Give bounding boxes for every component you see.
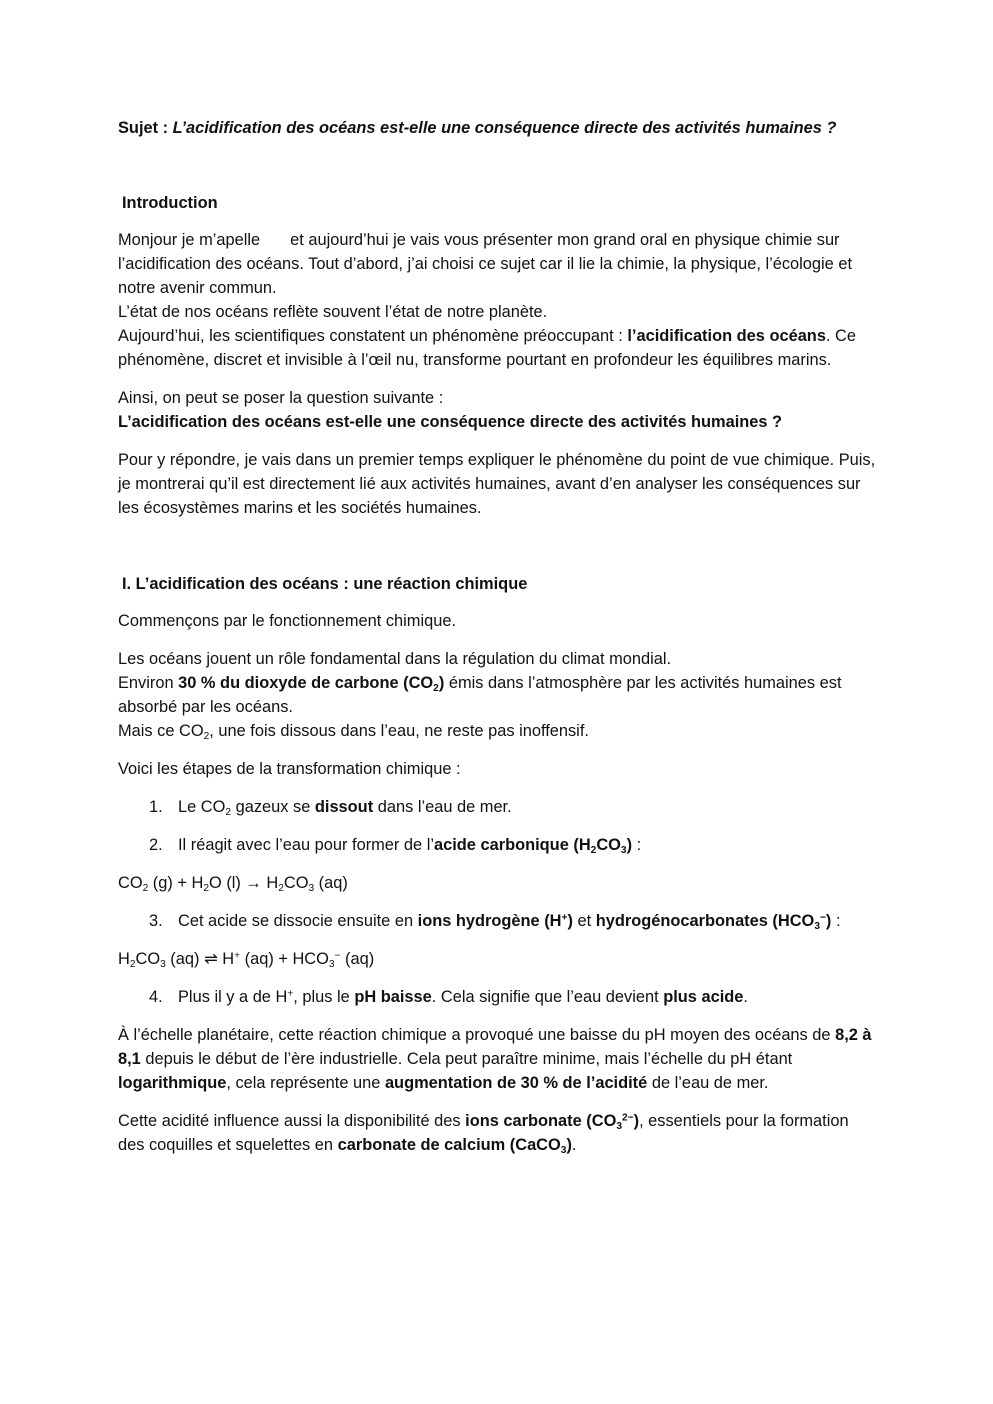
- list-item-step-3: 3. Cet acide se dissocie ensuite en ions hydrogène (H+) et hydrogénocarbonates $(HCO_3^-)$ :: [149, 912, 841, 933]
- intro-paragraph-3: Aujourd’hui, les scientifiques constatent un phénomène préoccupant : l’acidification des océans. Ce phénomène, discret et invisible à l’œil nu, transforme pourtant en profondeur les équilibres marins.: [118, 327, 856, 369]
- intro-paragraph-1: Monjour je m’apelle et aujourd’hui je vais vous présenter mon grand oral en physique chimie sur l’acidification des océans. Tout d’abord, j’ai choisi ce sujet car il lie la chimie, la physique, l’écologie et notre avenir commun.: [118, 231, 853, 297]
- part1-paragraph-2: Les océans jouent un rôle fondamental dans la régulation du climat mondial.: [118, 650, 672, 668]
- equation-2: $H_2CO_3$ (aq) ⇌ H+ $(aq) + HCO_3^-$ (aq): [118, 950, 375, 971]
- part1-paragraph-4: Mais ce $CO_2$, une fois dissous dans l’eau, ne reste pas inoffensif.: [118, 722, 589, 743]
- subject-line: [118, 116, 878, 140]
- part1-heading: I. L’acidification des océans : une réaction chimique: [122, 575, 528, 593]
- list-item-step-1: 1. Le $CO_2$ gazeux se dissout dans l’eau de mer.: [149, 798, 512, 819]
- part1-paragraph-6: À l’échelle planétaire, cette réaction chimique a provoqué une baisse du pH moyen des océans de 8,2 à 8,1 depuis le début de l’ère industrielle. Cela peut paraître minime, mais l’échelle du pH étant logarithmique, cela représente une augmentation de 30 % de l’acidité de l’eau de mer.: [118, 1026, 872, 1092]
- part1-paragraph-3: Environ 30 % du dioxyde de carbone $(CO_2)$ émis dans l’atmosphère par les activités humaines est absorbé par les océans.: [118, 674, 842, 716]
- problem-statement: L’acidification des océans est-elle une conséquence directe des activités humaines ?: [118, 413, 783, 431]
- intro-plan-paragraph: Pour y répondre, je vais dans un premier temps expliquer le phénomène du point de vue chimique. Puis, je montrerai qu’il est directement lié aux activités humaines, avant d’en analyser les conséquences sur les écosystèmes marins et les sociétés humaines.: [118, 451, 876, 517]
- document-page: [118, 116, 878, 1171]
- intro-heading: Introduction: [122, 194, 218, 212]
- part1-paragraph-5: Voici les étapes de la transformation chimique :: [118, 760, 461, 778]
- part1-paragraph-7: Cette acidité influence aussi la disponibilité des ions carbonate $(CO_3^{2-})$, essentiels pour la formation des coquilles et squelettes en carbonate de calcium (CaCO$_3$).: [118, 1112, 849, 1157]
- intro-paragraph-4: Ainsi, on peut se poser la question suivante :: [118, 389, 444, 407]
- equation-1: $CO_2$ $(g) + H_2O$ $(l) \to H_2CO_3$ (aq): [118, 874, 348, 895]
- intro-paragraph-2: L’état de nos océans reflète souvent l’état de notre planète.: [118, 303, 548, 321]
- subject-label: Sujet :: [118, 119, 169, 137]
- list-item-step-4: 4. Plus il y a de H+, plus le pH baisse. Cela signifie que l’eau devient plus acide.: [149, 988, 748, 1006]
- part1-paragraph-1: Commençons par le fonctionnement chimique.: [118, 612, 457, 630]
- subject-text: L’acidification des océans est-elle une conséquence directe des activités humaines ?: [172, 119, 837, 137]
- list-item-step-2: 2. Il réagit avec l’eau pour former de l’acide carbonique $(H_2CO_3)$ :: [149, 836, 642, 857]
